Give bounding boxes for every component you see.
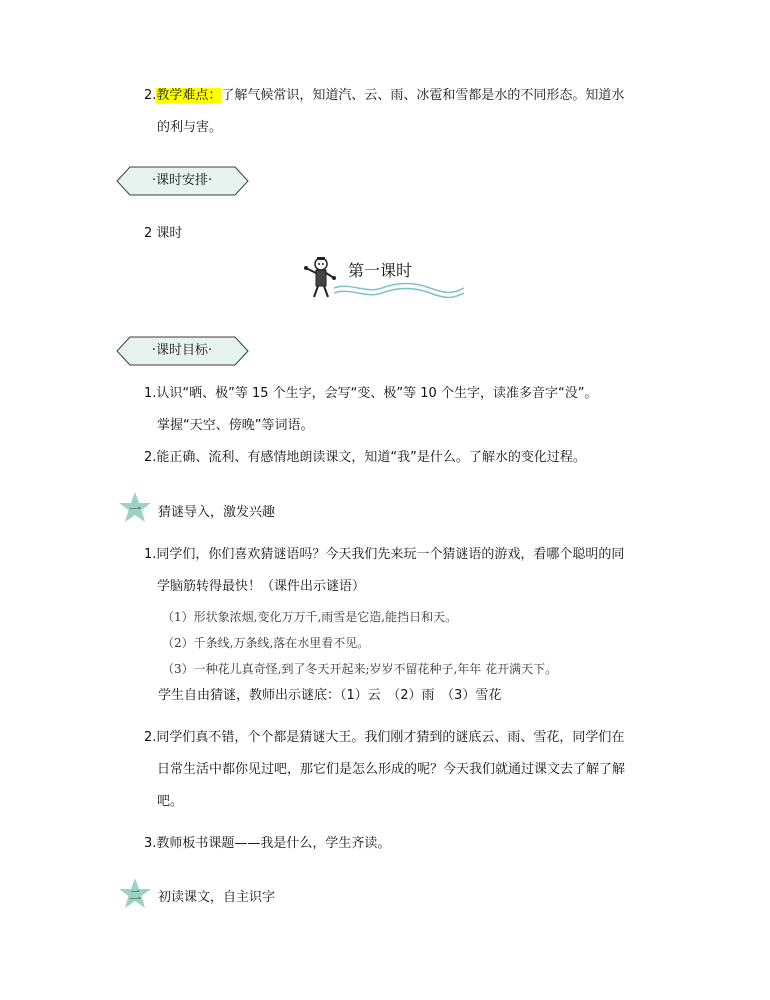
section-2-title: 初读课文，自主识字 <box>158 890 276 905</box>
s1-p1-line-2: 学脑筋转得最快！（课件出示谜语） <box>157 579 366 594</box>
difficulty-line-2: 的利与害。 <box>157 120 223 135</box>
s1-p2-line-2: 日常生活中都你见过吧，那它们是怎么形成的呢？今天我们就通过课文去了解了解 <box>157 762 626 777</box>
section-1-title: 猜谜导入，激发兴趣 <box>158 505 276 520</box>
s1-p1-line-1: 1.同学们，你们喜欢猜谜语吗？今天我们先来玩一个猜谜语的游戏，看哪个聪明的同 <box>144 547 625 562</box>
wave-decoration <box>334 282 464 298</box>
section-2-star <box>118 878 152 910</box>
goal-2: 2.能正确、流利、有感情地朗读课文，知道“我”是什么。了解水的变化过程。 <box>144 450 586 465</box>
goal-1-line-1: 1.认识“晒、极”等 15 个生字，会写“变、极”等 10 个生字，读准多音字“没”。 <box>144 386 598 401</box>
schedule-banner-label: ·课时安排· <box>151 173 213 188</box>
goals-banner-label: ·课时目标· <box>151 343 213 358</box>
riddle-1: （1）形状象浓烟,变化万万千,雨雪是它造,能挡日和天。 <box>162 610 458 624</box>
section-1-number: 一 <box>128 502 141 516</box>
difficulty-prefix: 2. <box>144 88 157 103</box>
riddle-2: （2）千条线,万条线,落在水里看不见。 <box>162 636 370 650</box>
s1-p3: 3.教师板书课题——我是什么，学生齐读。 <box>144 836 391 851</box>
lesson-title: 第一课时 <box>348 261 413 280</box>
riddle-3: （3）一种花儿真奇怪,到了冬天开起来;岁岁不留花种子,年年 花开满天下。 <box>162 662 558 676</box>
s1-p2-line-1: 2.同学们真不错，个个都是猜谜大王。我们刚才猜到的谜底云、雨、雪花，同学们在 <box>144 730 625 745</box>
section-1-star <box>118 492 152 524</box>
difficulty-text: 了解气候常识，知道汽、云、雨、冰雹和雪都是水的不同形态。知道水 <box>221 88 625 103</box>
schedule-value: 2 课时 <box>144 226 183 241</box>
schedule-banner <box>116 166 250 196</box>
section-2-number: 二 <box>128 888 141 902</box>
difficulty-label: 教学难点： <box>156 88 222 103</box>
goals-banner <box>116 336 250 366</box>
s1-p2-line-3: 吧。 <box>157 794 184 809</box>
riddle-answer: 学生自由猜谜，教师出示谜底：（1）云 （2）雨 （3）雪花 <box>158 688 502 703</box>
lesson-title-block <box>300 254 470 300</box>
difficulty-line-1 <box>144 86 624 106</box>
goal-1-line-2: 掌握“天空、傍晚”等词语。 <box>157 418 314 433</box>
